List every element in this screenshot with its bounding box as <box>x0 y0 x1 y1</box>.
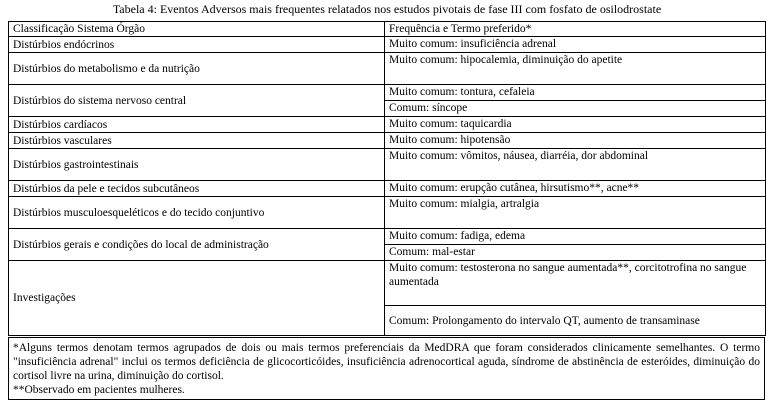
organ-class-cell: Distúrbios gerais e condições do local de administração <box>9 229 385 261</box>
frequency-cell: Muito comum: tontura, cefaleia <box>385 85 766 101</box>
frequency-cell: Muito comum: mialgia, artralgia <box>385 197 766 229</box>
organ-class-cell: Distúrbios vasculares <box>9 133 385 149</box>
header-organ-class: Classificação Sistema Órgão <box>9 22 385 37</box>
frequency-cell: Muito comum: hipocalemia, diminuição do apetite <box>385 53 766 85</box>
frequency-cell: Muito comum: fadiga, edema <box>385 229 766 245</box>
organ-class-cell: Distúrbios cardíacos <box>9 117 385 133</box>
table-row <box>9 197 766 229</box>
frequency-cell: Muito comum: vômitos, náusea, diarréia, dor abdominal <box>385 149 766 181</box>
frequency-cell: Comum: síncope <box>385 101 766 117</box>
table-row <box>9 181 766 197</box>
frequency-cell: Muito comum: hipotensão <box>385 133 766 149</box>
frequency-cell: Comum: mal-estar <box>385 245 766 261</box>
table-row <box>9 117 766 133</box>
table-row <box>9 149 766 181</box>
organ-class-cell: Distúrbios do metabolismo e da nutrição <box>9 53 385 85</box>
frequency-cell: Muito comum: taquicardia <box>385 117 766 133</box>
organ-class-cell: Distúrbios endócrinos <box>9 37 385 53</box>
footnote-women: **Observado em pacientes mulheres. <box>13 384 185 396</box>
adverse-events-table <box>8 21 766 336</box>
table-row <box>9 261 766 306</box>
footnotes <box>8 337 765 400</box>
frequency-cell: Muito comum: erupção cutânea, hirsutismo**, acne** <box>385 181 766 197</box>
footnote-terms: *Alguns termos denotam termos agrupados de dois ou mais termos preferenciais da MedDRA que foram considerados clinicamente semelhantes. O termo "insuficiência adrenal" inclui os termos deficiência de glicocorticóides, insuficiência adrenocortical aguda, síndrome de abstinência de esteróides, diminuição do cortisol livre na urina, diminuição do cortisol. <box>13 342 760 382</box>
organ-class-cell: Distúrbios musculoesqueléticos e do tecido conjuntivo <box>9 197 385 229</box>
table-row <box>9 133 766 149</box>
organ-class-cell: Distúrbios da pele e tecidos subcutâneos <box>9 181 385 197</box>
table-row <box>9 85 766 101</box>
table-header-row <box>9 22 766 37</box>
frequency-cell: Muito comum: testosterona no sangue aumentada**, corcitotrofina no sangue aumentada <box>385 261 766 306</box>
frequency-cell: Muito comum: insuficiência adrenal <box>385 37 766 53</box>
table-caption: Tabela 4: Eventos Adversos mais frequentes relatados nos estudos pivotais de fase III com fosfato de osilodrostate <box>112 2 662 16</box>
organ-class-cell: Distúrbios gastrointestinais <box>9 149 385 181</box>
table-row <box>9 53 766 85</box>
frequency-cell: Comum: Prolongamento do intervalo QT, aumento de transaminase <box>385 306 766 336</box>
organ-class-cell: Investigações <box>9 261 385 336</box>
table-row <box>9 37 766 53</box>
header-frequency: Frequência e Termo preferido* <box>385 22 766 37</box>
organ-class-cell: Distúrbios do sistema nervoso central <box>9 85 385 117</box>
table-row <box>9 229 766 245</box>
